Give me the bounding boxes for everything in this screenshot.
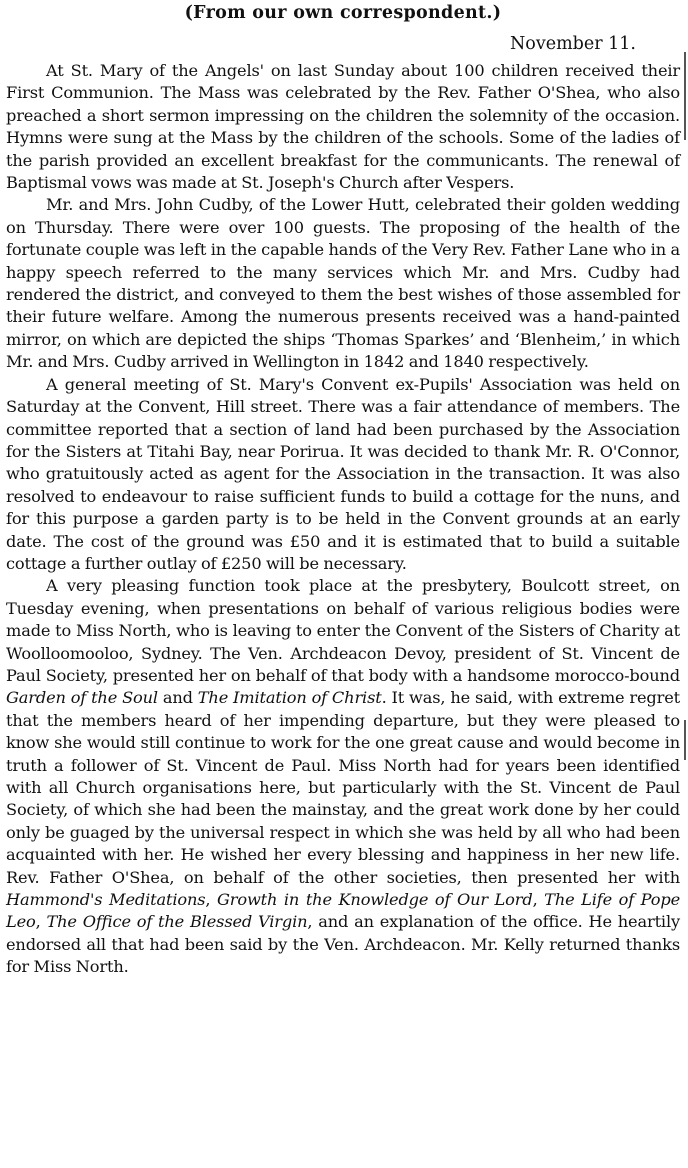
paragraph-text: At St. Mary of the Angels' on last Sunday about 100 children received their First Communion. The Mass was celebrated by the Rev. Father O'Shea, who also preached a short sermon impressing on the children the solemnity of the occasion. Hymns were sung at the Mass by the children of the schools. Some of the ladies of the parish provided an excellent breakfast for the communicants. The renewal of Baptismal vows was made at St. Joseph's Church after Vespers. — [6, 61, 680, 193]
italic-title: Garden of the Soul — [6, 688, 158, 708]
article-paragraph — [6, 194, 680, 373]
paragraph-text: , — [532, 890, 545, 910]
paragraph-text: , — [35, 912, 47, 932]
paragraph-text: A general meeting of St. Mary's Convent ex-Pupils' Association was held on Saturday at the Convent, Hill street. There was a fair attendance of members. The committee reported that a section of land had been purchased by the Association for the Sisters at Titahi Bay, near Porirua. It was decided to thank Mr. R. O'Connor, who gratuitously acted as agent for the Association in the transaction. It was also resolved to endeavour to raise sufficient funds to build a cottage for the nuns, and for this purpose a garden party is to be held in the Convent grounds at an early date. The cost of the ground was £50 and it is estimated that to build a suitable cottage a further outlay of £250 will be necessary. — [6, 374, 680, 573]
italic-title: The Office of the Blessed Virgin — [46, 912, 308, 932]
paragraph-text: A very pleasing function took place at the presbytery, Boulcott street, on Tuesday evening, when presentations on behalf of various religious bodies were made to Miss North, who is leaving to enter the Convent of the Sisters of Charity at Woolloomooloo, Sydney. The Ven. Archdeacon Devoy, president of St. Vincent de Paul Society, presented her on behalf of that body with a handsome morocco-bound — [6, 576, 680, 685]
column-edge-mark — [684, 52, 686, 140]
article-body — [6, 60, 680, 979]
paragraph-text: and — [157, 688, 198, 708]
paragraph-text: , — [205, 890, 217, 910]
paragraph-text: Mr. and Mrs. John Cudby, of the Lower Hutt, celebrated their golden wedding on Thursday. There were over 100 guests. The proposing of the health of the fortunate couple was left in the capable hands of the Very Rev. Father Lane who in a happy speech referred to the many services which Mr. and Mrs. Cudby had rendered the district, and conveyed to them the best wishes of those assembled for their future welfare. Among the numerous presents received was a hand-painted mirror, on which are depicted the ships ‘Thomas Sparkes’ and ‘Blenheim,’ in which Mr. and Mrs. Cudby arrived in Wellington in 1842 and 1840 respectively. — [6, 195, 680, 372]
correspondent-heading: (From our own correspondent.) — [184, 3, 502, 23]
article-paragraph — [6, 575, 680, 978]
paragraph-text: , and an explanation of the office. He heartily endorsed all that had been said by the Ven. Archdeacon. Mr. Kelly returned thanks for Miss North. — [6, 912, 680, 977]
column-edge-mark — [684, 720, 686, 760]
article-paragraph — [6, 60, 680, 194]
article-paragraph — [6, 374, 680, 576]
dateline: November 11. — [509, 34, 636, 54]
italic-title: The Life of Pope Leo — [6, 890, 681, 932]
paragraph-text: . It was, he said, with extreme regret that the members heard of her impending departure, but they were pleased to know she would still continue to work for the one great cause and would become in truth a follower of St. Vincent de Paul. Miss North had for years been identified with all Church organisations here, but particularly with the St. Vincent de Paul Society, of which she had been the mainstay, and the great work done by her could only be guaged by the universal respect in which she was held by all who had been acquainted with her. He wished her every blessing and happiness in her new life. Rev. Father O'Shea, on behalf of the other societies, then presented her with — [6, 688, 681, 887]
italic-title: Hammond's Meditations — [6, 890, 206, 910]
italic-title: The Imitation of Christ — [197, 688, 382, 708]
italic-title: Growth in the Knowledge of Our Lord — [217, 890, 533, 910]
